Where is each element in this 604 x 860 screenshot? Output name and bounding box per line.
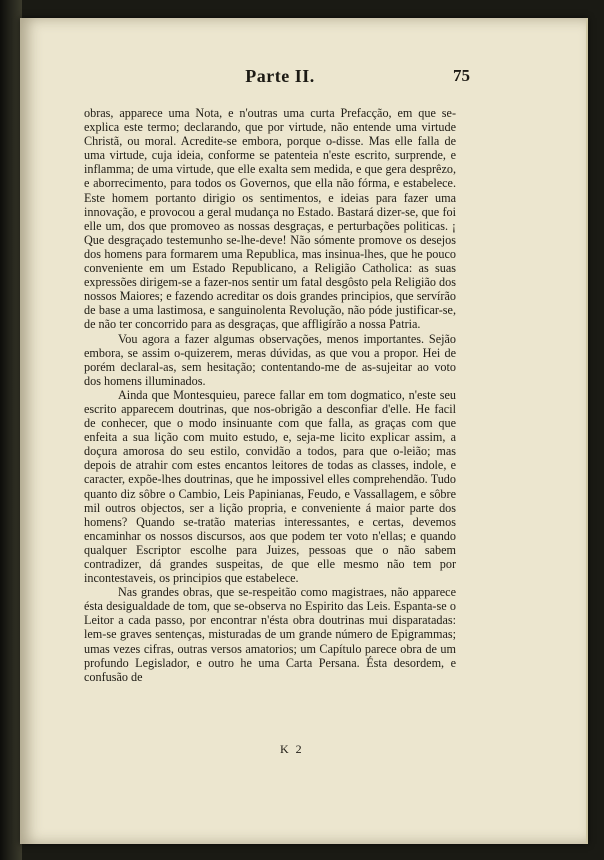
scan-dark-margin	[0, 0, 22, 860]
paragraph: Vou agora a fazer algumas observações, menos importantes. Sejão embora, se assim o-quizerem, meras dúvidas, as que vou a propor. Hei de porém declaral-as, sem hesitação; contentando-me de as-sujeitar ao voto dos homens illuminados.	[84, 331, 456, 388]
signature-mark: K 2	[280, 742, 304, 756]
running-head: Parte II.	[245, 66, 315, 86]
page-number: 75	[453, 66, 470, 85]
paragraph: obras, apparece uma Nota, e n'outras uma curta Prefacção, em que se-explica este termo; declarando, que por virtude, não entende uma virtude Christã, ou moral. Acredite-se embora, porque o-disse. Mas elle falla de uma virtude, cuja ideia, conforme se patenteia n'este escrito, surprende, e inflamma; de uma virtude, que elle exalta sem medida, e que gera desprêzo, e aborrecimento, para todos os Governos, que ella não fórma, e estabelece. Este homem portanto dirigio os sentimentos, e ideias para fazer uma innovação, e provocou a geral mudança no Estado. Bastará dizer-se, que foi elle um, dos que promoveo as nossas desgraças, e perturbações politicas. ¡ Que desgraçado testemunho se-lhe-deve! Não sómente promove os desejos dos homens para formarem uma Republica, mas insinua-lhes, que he pouco conveniente em um Estado Republicano, a Religião Catholica: as suas expressões dirigem-se a fazer-nos sentir um fatal desgôsto pela Religião dos nossos Maiores; e fazendo acreditar os dois grandes principios, que servírão de base a uma lastimosa, e sanguinolenta Revolução, não póde justificar-se, de não ter concorrido para as desgraças, que affligírão a nossa Patria.	[84, 106, 456, 332]
body-text	[84, 106, 456, 746]
paragraph: Nas grandes obras, que se-respeitão como magistraes, não apparece ésta desigualdade de tom, que se-observa no Espirito das Leis. Espanta-se o Leitor a cada passo, por encontrar n'ésta obra doutrinas mui disparatadas: lem-se graves sentenças, misturadas de um grande número de Epigrammas; umas vezes cifras, outras versos amatorios; um Capítulo parece obra de um profundo Legislador, e outro he uma Carta Persana. Ésta desordem, e confusão de	[84, 585, 456, 684]
page-header	[90, 66, 470, 96]
paragraph: Ainda que Montesquieu, parece fallar em tom dogmatico, n'este seu escrito apparecem doutrinas, que nos-obrigão a desconfiar d'elle. He facil de conhecer, que o modo insinuante com que falla, as graças com que enfeita a sua lição com muito estudo, e, seja-me licito explicar assim, a doçura amorosa do seu estilo, convidão a todos, para que o-leião; mas depois de atrahir com estes encantos leitores de todas as classes, indole, e caracter, expõe-lhes doutrinas, que he impossivel elles comprehendão. Tudo quanto diz sôbre o Cambio, Leis Papinianas, Feudo, e Vassallagem, e sôbre mil outros objectos, ser a lição propria, e conveniente á maior parte dos homens? Quando se-tratão materias interessantes, e certas, devemos encaminhar os nossos discursos, aos que podem ter voto n'ellas; e quando qualquer Escriptor escolhe para Juizes, pessoas que o não sabem contradizer, dá grandes suspeitas, de que elle mesmo não tem por incontestaveis, os principios que estabelece.	[84, 387, 456, 586]
